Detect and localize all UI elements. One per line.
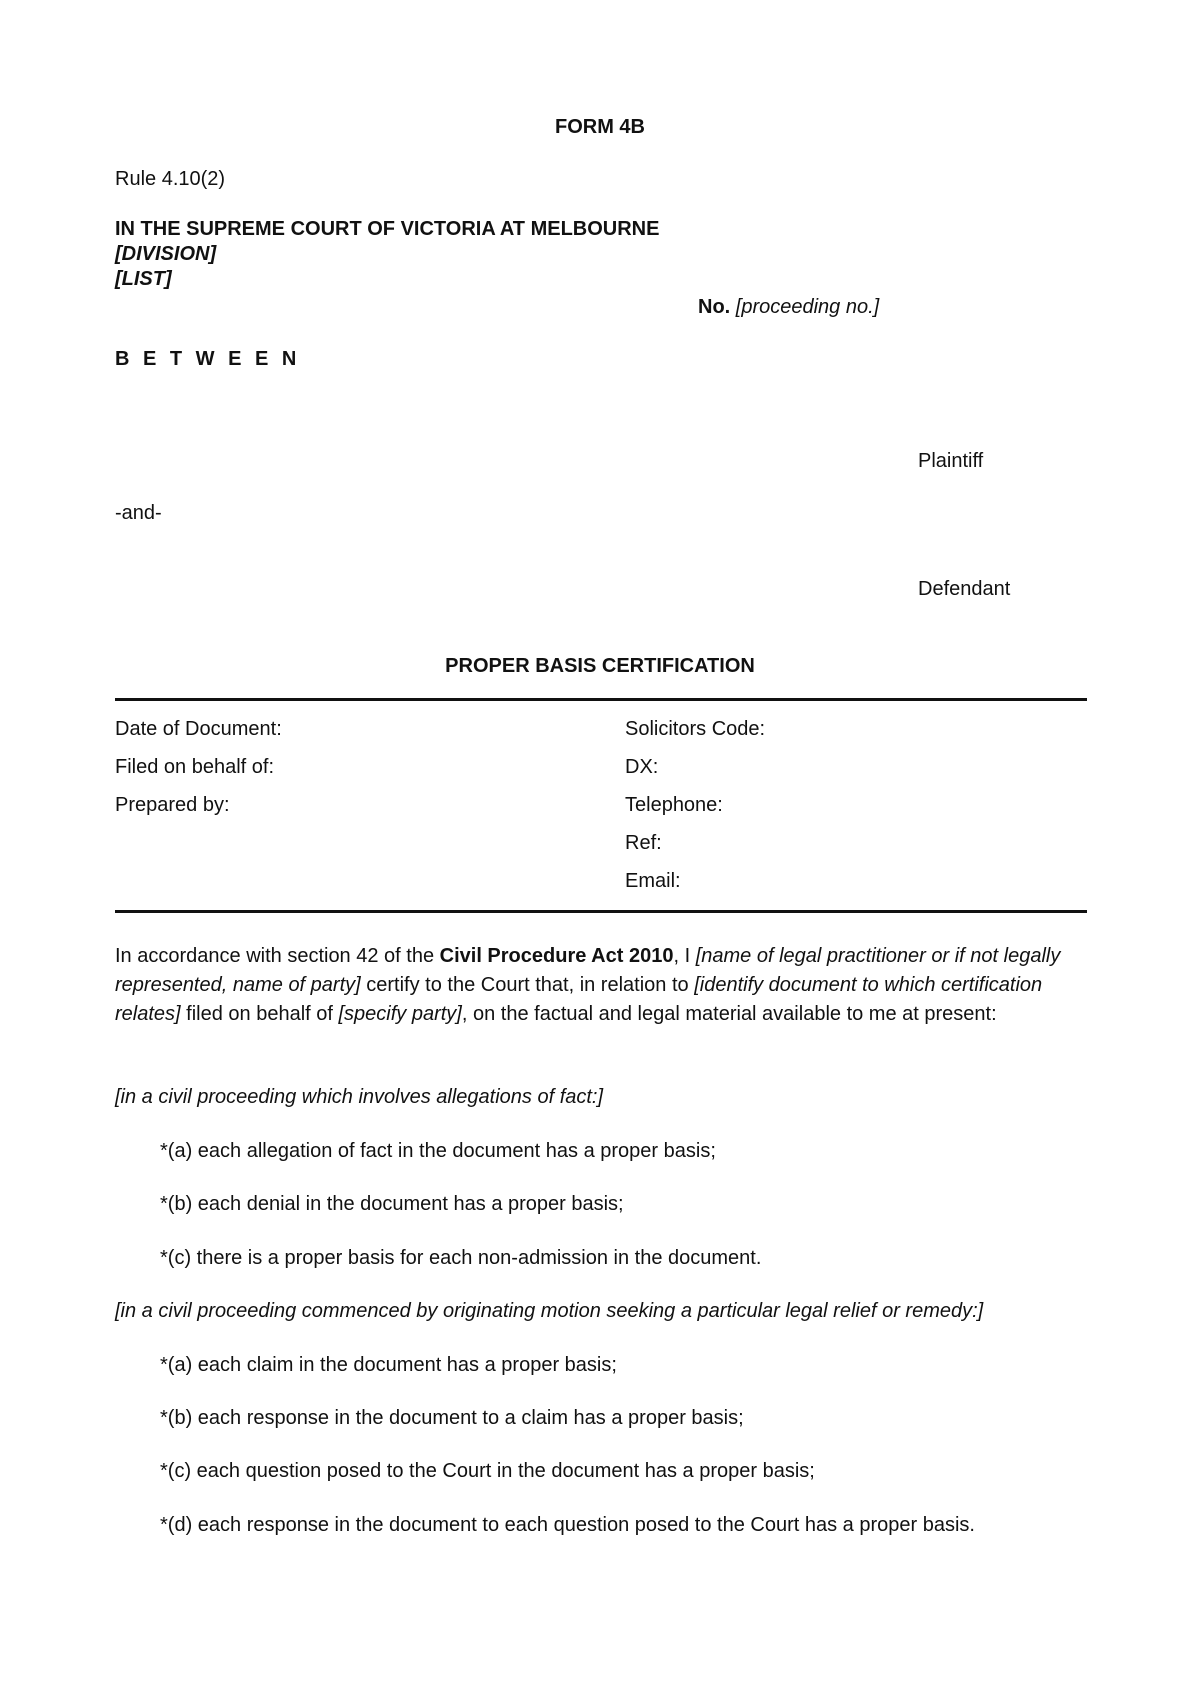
rule-reference: Rule 4.10(2) (115, 168, 226, 190)
list-item: *(a) each allegation of fact in the document has a proper basis; (160, 1140, 716, 1162)
form-title: FORM 4B (555, 116, 645, 138)
certification-heading: PROPER BASIS CERTIFICATION (445, 655, 755, 677)
defendant-label: Defendant (918, 578, 1011, 600)
list-placeholder: [LIST] (115, 268, 172, 290)
proceeding-number-label: No. (698, 296, 731, 318)
list-item: *(c) each question posed to the Court in the document has a proper basis; (160, 1460, 815, 1482)
court-name: IN THE SUPREME COURT OF VICTORIA AT MELBOURNE (115, 218, 660, 240)
list-item: *(b) each response in the document to a claim has a proper basis; (160, 1407, 744, 1429)
proceeding-number (698, 296, 879, 319)
certification-paragraph: In accordance with section 42 of the Civil Procedure Act 2010, I [name of legal practitioner or if not legally represented, name of party] certify to the Court that, in relation to [identify document to which certification relates] filed on behalf of [specify party], on the factual and legal material available to me at present: (115, 945, 1061, 1025)
list-item: *(a) each claim in the document has a proper basis; (160, 1354, 617, 1376)
detail-dx: DX: (625, 756, 659, 778)
party-placeholder: [specify party] (338, 1003, 462, 1025)
act-name: Civil Procedure Act 2010 (439, 945, 674, 967)
practitioner-placeholder: [name of legal practitioner or if not legally represented, name of party] (115, 945, 1061, 996)
between-heading: B E T W E E N (115, 348, 301, 370)
section-originating-motion-heading: [in a civil proceeding commenced by originating motion seeking a particular legal relief or remedy:] (115, 1300, 984, 1322)
bottom-divider (115, 910, 1087, 913)
detail-date-of-document: Date of Document: (115, 718, 282, 740)
list-item: *(d) each response in the document to each question posed to the Court has a proper basis. (160, 1514, 975, 1536)
document-placeholder: [identify document to which certification relates] (115, 974, 1043, 1025)
detail-telephone: Telephone: (625, 794, 723, 816)
proceeding-number-value: [proceeding no.] (735, 296, 880, 318)
list-item: *(b) each denial in the document has a proper basis; (160, 1193, 624, 1215)
top-divider (115, 698, 1087, 701)
and-separator: -and- (115, 502, 162, 524)
detail-ref: Ref: (625, 832, 662, 854)
plaintiff-label: Plaintiff (918, 450, 984, 472)
section-allegations-heading: [in a civil proceeding which involves allegations of fact:] (115, 1086, 604, 1108)
detail-email: Email: (625, 870, 681, 892)
detail-prepared-by: Prepared by: (115, 794, 230, 816)
list-item: *(c) there is a proper basis for each non-admission in the document. (160, 1247, 762, 1269)
detail-filed-on-behalf-of: Filed on behalf of: (115, 756, 274, 778)
detail-solicitors-code: Solicitors Code: (625, 718, 766, 740)
division-placeholder: [DIVISION] (115, 243, 217, 265)
